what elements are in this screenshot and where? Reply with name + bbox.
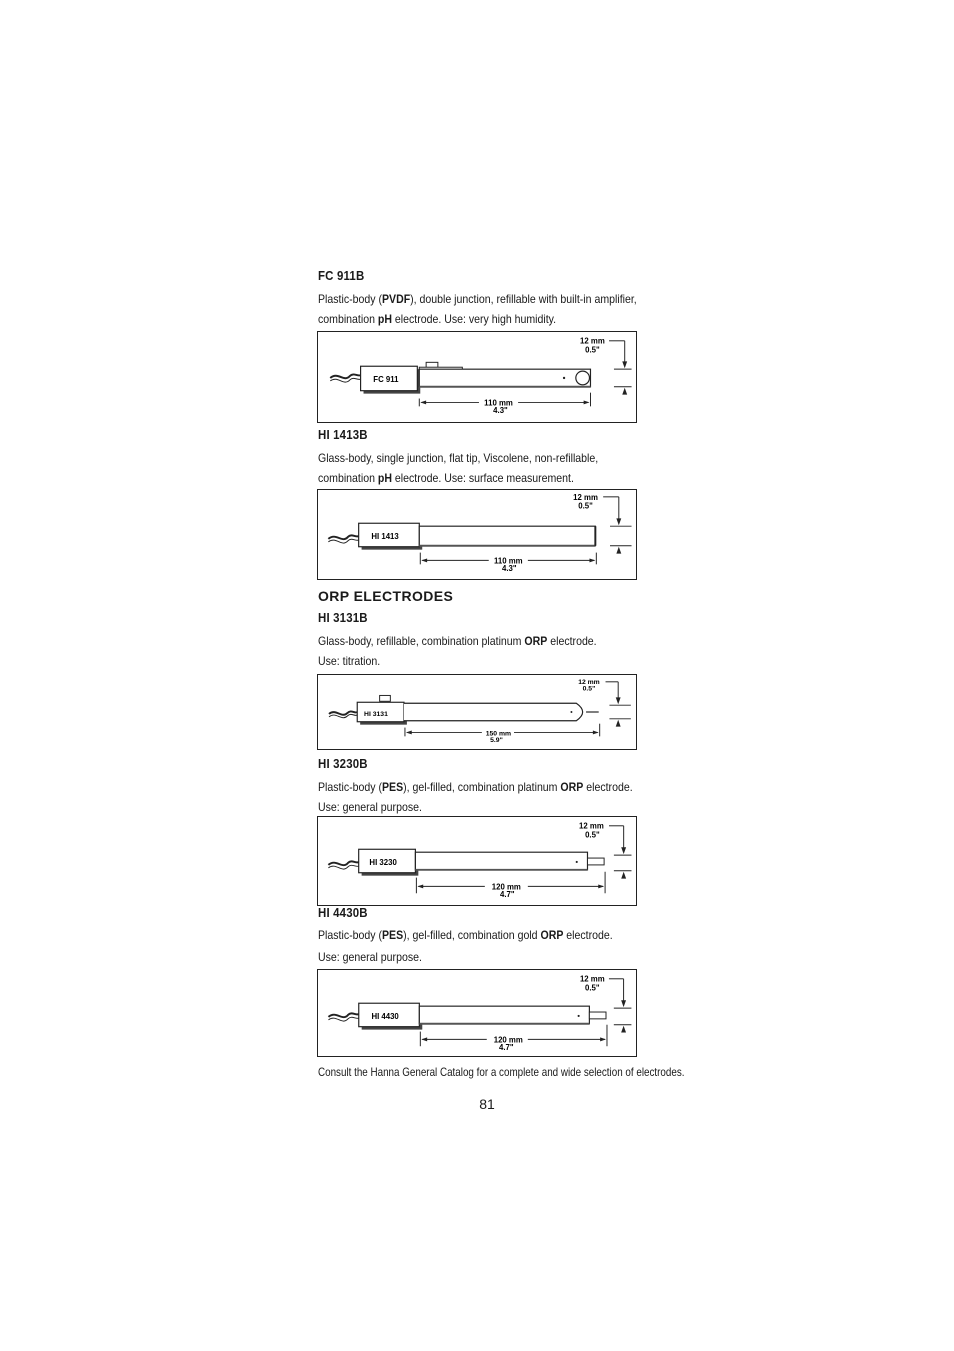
footnote: Consult the Hanna General Catalog for a complete and wide selection of electrodes. xyxy=(318,1065,685,1079)
length-mm: 110 mm xyxy=(484,398,513,408)
length-mm: 120 mm xyxy=(491,882,521,892)
description-hi3131b: Glass-body, refillable, combination platinum ORP electrode. Use: titration. xyxy=(318,634,597,668)
electrode-label: HI 1413 xyxy=(371,531,399,541)
model-title-hi1413b: HI 1413B xyxy=(318,427,368,442)
electrode-label: HI 3230 xyxy=(369,857,397,867)
electrode-diagram-fc911b xyxy=(317,331,637,423)
model-title-hi3131b: HI 3131B xyxy=(318,610,368,625)
electrode-diagram-hi3131b xyxy=(317,674,637,750)
cable-icon xyxy=(328,1013,359,1017)
electrode-label: HI 3131 xyxy=(364,710,388,718)
length-mm: 110 mm xyxy=(493,556,523,566)
electrode-diagram-hi4430b xyxy=(317,969,637,1057)
model-title-hi4430b: HI 4430B xyxy=(318,905,368,920)
description-hi1413b: Glass-body, single junction, flat tip, Viscolene, non-refillable, combination pH electrode. Use: surface measurement. xyxy=(318,451,599,485)
diameter-mm: 12 mm xyxy=(579,974,605,984)
cable-icon xyxy=(328,861,359,865)
model-title-fc911b: FC 911B xyxy=(318,268,365,283)
diagram-svg xyxy=(318,332,636,422)
electrode-label: FC 911 xyxy=(373,374,399,384)
diameter-in: 0.5" xyxy=(585,345,600,355)
use-hi4430b: Use: general purpose. xyxy=(318,950,422,964)
length-mm: 150 mm xyxy=(485,730,512,738)
electrode-body xyxy=(404,703,583,721)
description-hi3230b: Plastic-body (PES), gel-filled, combination platinum ORP electrode. Use: general purpose. xyxy=(318,780,633,814)
diameter-in: 0.5" xyxy=(585,830,600,840)
diameter-in: 0.5" xyxy=(578,501,593,511)
electrode-body xyxy=(419,526,595,546)
length-mm: 120 mm xyxy=(493,1035,523,1045)
diameter-in: 0.5" xyxy=(585,983,600,993)
length-in: 4.7" xyxy=(499,1043,514,1053)
cable-icon xyxy=(330,374,361,378)
length-in: 4.3" xyxy=(493,406,508,416)
diameter-mm: 12 mm xyxy=(579,821,604,831)
diameter-mm: 12 mm xyxy=(578,678,600,686)
model-title-hi3230b: HI 3230B xyxy=(318,756,368,771)
description-hi4430b: Plastic-body (PES), gel-filled, combination gold ORP electrode. xyxy=(318,928,613,942)
diameter-mm: 12 mm xyxy=(573,492,598,502)
length-in: 4.7" xyxy=(500,890,515,900)
length-in: 5.9" xyxy=(490,737,503,745)
cable-icon xyxy=(328,535,359,539)
description-fc911b: Plastic-body (PVDF), double junction, refillable with built-in amplifier, combination pH electrode. Use: very high humidity. xyxy=(318,292,637,326)
diameter-in: 0.5" xyxy=(582,685,596,693)
length-in: 4.3" xyxy=(501,564,517,574)
diameter-mm: 12 mm xyxy=(580,336,605,346)
electrode-label: HI 4430 xyxy=(371,1011,399,1021)
page-number: 81 xyxy=(479,1096,495,1112)
electrode-body xyxy=(419,1006,589,1024)
section-heading: ORP ELECTRODES xyxy=(318,588,454,604)
electrode-diagram-hi1413b xyxy=(317,489,637,580)
electrode-diagram-hi3230b xyxy=(317,816,637,906)
electrode-body xyxy=(415,852,587,870)
